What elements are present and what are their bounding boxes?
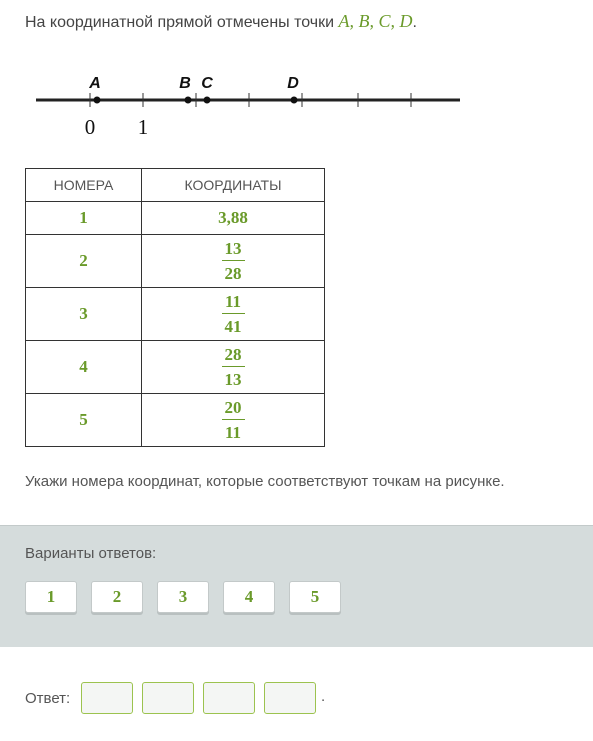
point-b-label: B (179, 75, 191, 92)
fraction-numerator: 28 (222, 346, 245, 367)
answer-options-panel (0, 525, 593, 647)
point-d-label: D (287, 75, 299, 92)
row-value-fraction (142, 341, 325, 394)
fraction-denominator: 28 (224, 264, 242, 283)
answer-slot-1[interactable] (81, 682, 133, 714)
instruction-text: Укажи номера координат, которые соответствуют точкам на рисунке. (25, 473, 505, 490)
table-row (26, 288, 325, 341)
row-value-fraction (142, 235, 325, 288)
table-header-row (26, 169, 325, 202)
point-c-label: C (201, 75, 213, 92)
task-points-list: A, B, C, D (338, 11, 413, 31)
row-value-fraction (142, 288, 325, 341)
answer-period: . (321, 688, 326, 705)
answer-label: Ответ: (25, 690, 71, 707)
row-value-fraction (142, 394, 325, 447)
option-button-1[interactable]: 1 (25, 581, 77, 613)
answer-options-title: Варианты ответов: (25, 545, 157, 562)
table-row (26, 202, 325, 235)
point-a-label: A (89, 75, 101, 92)
option-button-4[interactable]: 4 (223, 581, 275, 613)
coordinates-table (25, 168, 325, 447)
number-line (30, 62, 470, 142)
table-row (26, 394, 325, 447)
answer-slot-3[interactable] (203, 682, 255, 714)
header-coordinates: КООРДИНАТЫ (142, 169, 325, 202)
row-number: 1 (26, 202, 142, 235)
row-number: 3 (26, 288, 142, 341)
table-row (26, 235, 325, 288)
tick-label-0: 0 (84, 115, 96, 139)
fraction-numerator: 13 (222, 240, 245, 261)
row-number: 2 (26, 235, 142, 288)
point-c-dot (204, 97, 211, 104)
row-number: 4 (26, 341, 142, 394)
option-button-2[interactable]: 2 (91, 581, 143, 613)
tick-label-1: 1 (137, 115, 149, 139)
task-statement (25, 11, 417, 32)
fraction-numerator: 20 (222, 399, 245, 420)
table-row (26, 341, 325, 394)
point-d-dot (291, 97, 298, 104)
fraction-denominator: 11 (224, 423, 242, 442)
fraction (222, 240, 245, 282)
fraction-denominator: 13 (224, 370, 242, 389)
fraction (222, 293, 245, 335)
task-text: На координатной прямой отмечены точки (25, 14, 335, 31)
row-number: 5 (26, 394, 142, 447)
fraction-denominator: 41 (224, 317, 242, 336)
answer-slot-2[interactable] (142, 682, 194, 714)
point-b-dot (185, 97, 192, 104)
header-numbers: НОМЕРА (26, 169, 142, 202)
fraction (222, 346, 245, 388)
fraction-numerator: 11 (222, 293, 245, 314)
answer-slot-4[interactable] (264, 682, 316, 714)
option-button-3[interactable]: 3 (157, 581, 209, 613)
row-value-decimal: 3,88 (142, 202, 325, 235)
fraction (222, 399, 245, 441)
option-button-5[interactable]: 5 (289, 581, 341, 613)
task-period: . (412, 14, 417, 31)
point-a-dot (94, 97, 101, 104)
